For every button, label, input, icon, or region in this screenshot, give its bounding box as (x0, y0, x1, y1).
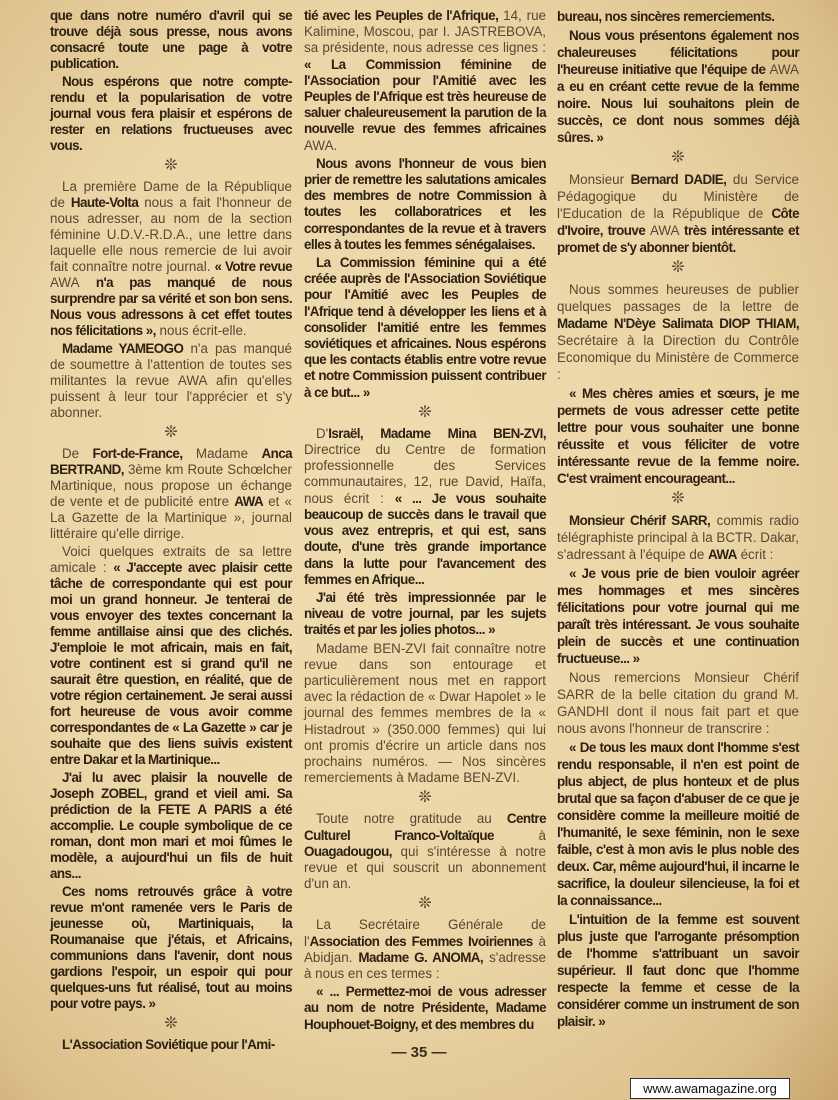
article-paragraph (557, 669, 799, 737)
text-run: Directrice du Centre de formation professionnelle des Services communautaires, 12, rue David, Haïfa, nous écrit : (304, 442, 546, 506)
bold-text-run: Monsieur Chérif SARR, (569, 513, 711, 528)
article-paragraph (557, 911, 799, 1030)
text-column-1 (50, 8, 292, 1055)
text-run: 3ème km Route Schœlcher Martinique, nous propose un échange de vente et de publicité entre (50, 462, 292, 509)
bold-text-run: Côte d'Ivoire, trouve (557, 206, 799, 238)
text-run: du Service Pédagogique du Ministère de l'Education de la République de (557, 172, 800, 221)
bold-text-run: Nous espérons que notre compte-rendu et la popularisation de votre journal vous fera plaisir et espérons de rester en relations fructueuses avec vous. (50, 74, 292, 153)
bold-text-run: Anca BERTRAND, (50, 446, 292, 477)
text-column-3 (557, 8, 799, 1032)
text-run: AWA (649, 223, 685, 238)
text-run: commis radio télégraphiste principal à la BCTR. Dakar, s'adressant à l'équipe de (557, 513, 800, 562)
article-paragraph (50, 544, 292, 768)
article-paragraph (304, 917, 546, 982)
bold-text-run: Association des Femmes Ivoiriennes (309, 933, 533, 949)
article-paragraph (304, 590, 546, 639)
article-paragraph (50, 884, 292, 1012)
bold-text-run: a eu en créant cette revue de la femme noire. Nous lui souhaitons plein de succès, ce dont nous sommes déjà sûres. » (557, 79, 799, 145)
bold-text-run: « De tous les maux dont l'homme s'est rendu responsable, il n'en est point de plus abject, de plus honteux et de plus brutal que sa façon d'abuser de ce que je considère comme la meilleure moitié de l'humanité, le sexe féminin, non le sexe faible, c'est à mon avis le plus noble des deux. Car, même aujourd'hui, il incarne le sacrifice, la douleur silencieuse, la foi et la connaissance... (557, 740, 799, 908)
bold-text-run: La Commission féminine qui a été créée auprès de l'Association Soviétique pour l'Amitié avec les Peuples de l'Afrique tend à développer les liens et à consolider l'amitié entre les femmes soviétiques et africaines. Nous espérons que les contacts établis entre votre revue et notre Commission puissent contribuer à ce but... » (304, 255, 546, 400)
text-run: Toute notre gratitude au (316, 811, 507, 827)
section-separator-asterism-icon: ❊ (671, 259, 685, 276)
text-column-2 (304, 8, 546, 1035)
text-run: AWA (50, 275, 80, 290)
bold-text-run: « ... Je vous souhaite beaucoup de succès dans le travail que vous avez entrepris, et qui est, sans doute, d'une très grande importance dans la lutte pour l'avancement des femmes en Afrique... (304, 490, 546, 587)
bold-text-run: Nous avons l'honneur de vous bien prier de remettre les salutations amicales des membres de notre Commission à toutes les collaboratrices et les correspondantes de la revue et à travers elles à toutes les femmes sénégalaises. (304, 155, 546, 252)
article-paragraph (50, 179, 292, 339)
article-paragraph (557, 27, 799, 146)
bold-text-run: Fort-de-France, (92, 446, 183, 461)
bold-text-run: AWA (708, 547, 737, 562)
bold-text-run: Bernard DADIE, (630, 172, 727, 187)
bold-text-run: n'a pas manqué de nous surprendre par sa vérité et son bon sens. Nous vous adressons à cet effet toutes nos félicitations », (50, 275, 292, 338)
article-paragraph (304, 426, 546, 588)
text-run: 14, rue Kalimine, Moscou, par I. JASTREBOVA, sa présidente, nous adresse ces lignes : (304, 8, 546, 56)
text-run: à Abidjan. (304, 933, 546, 965)
website-watermark: www.awamagazine.org (630, 1078, 790, 1099)
text-run: De (62, 446, 93, 461)
section-separator-asterism-icon: ❊ (418, 403, 432, 421)
bold-text-run: « J'accepte avec plaisir cette tâche de correspondante qui est pour moi un grand honneur. Je tenterai de vous envoyer des textes concernant la femme antillaise ainsi que des clichés. J'emploie le mot africain, mais en fait, votre continent est si grand qu'il ne saurait être question, en réalité, que de votre région certainement. Je serai aussi fort heureuse de vous avoir comme correspondantes de « La Gazette » car je souhaite que des liens suivis existent entre Dakar et la Martinique... (50, 560, 292, 767)
section-separator-asterism-icon: ❊ (164, 1015, 178, 1032)
bold-text-run: J'ai été très impressionnée par le niveau de votre journal, par les sujets traités et par les jolies photos... » (304, 589, 546, 638)
text-run: Nous remercions Monsieur Chérif SARR de la belle citation du grand M. GANDHI dont il nous fait part et que nous avons l'honneur de transcrire : (557, 670, 799, 736)
article-paragraph (557, 565, 799, 667)
bold-text-run: Ces noms retrouvés grâce à votre revue m'ont ramenée vers le Paris de jeunesse où, Martiniquais, la Roumanaise que j'étais, et Africains, communions dans l'avenir, dont nous gardions l'espoir, un espoir qui pour quelques-uns fut réalisé, tout au moins pour votre pays. » (50, 884, 292, 1011)
article-paragraph (50, 8, 292, 72)
bold-text-run: Haute-Volta (70, 195, 139, 210)
bold-text-run: Madame YAMEOGO (62, 341, 184, 356)
bold-text-run: L'Association Soviétique pour l'Ami- (62, 1037, 275, 1052)
article-paragraph (304, 641, 546, 787)
page-number: — 35 — (391, 1044, 447, 1061)
bold-text-run: Israël, Madame Mina BEN-ZVI, (328, 425, 546, 441)
bold-text-run: « Votre revue (214, 259, 292, 274)
bold-text-run: Centre Culturel Franco-Voltaïque (304, 811, 546, 843)
bold-text-run: AWA (234, 494, 264, 509)
bold-text-run: « Je vous prie de bien vouloir agréer mes hommages et mes sincères félicitations pour votre journal qui me paraît très intéressant. Je vous souhaite plein de succès et une continuation fructueuse... » (557, 566, 799, 666)
section-separator-asterism-icon: ❊ (418, 895, 432, 913)
text-run: et « La Gazette de la Martinique », journal littéraire qu'elle dirrige. (50, 494, 292, 541)
bold-text-run: que dans notre numéro d'avril qui se trouve déjà sous presse, nous avons consacré toute une page à votre publication. (50, 8, 292, 71)
text-run: nous écrit-elle. (155, 323, 247, 338)
section-separator-asterism-icon: ❊ (671, 149, 685, 166)
bold-text-run: Nous vous présentons également nos chaleureuses félicitations pour l'heureuse initiative que l'équipe de (557, 28, 799, 77)
bold-text-run: Madame G. ANOMA, (358, 949, 484, 965)
section-separator-asterism-icon: ❊ (671, 490, 685, 507)
bold-text-run: très intéressante et promet de s'y abonner bientôt. (557, 223, 799, 255)
article-paragraph (304, 156, 546, 253)
text-run: Madame BEN-ZVI fait connaître notre revue dans son entourage et particulièrement nous met en rapport avec la rédaction de « Dwar Hapolet » le journal des femmes membres de la « Histadrout » (350.000 femmes) qui lui ont promis d'écrire un article dans nos prochains numéros. — Nos sincères remerciements à Madame BEN-ZVI. (304, 640, 546, 786)
text-run: Monsieur (569, 172, 631, 187)
text-run: AWA (769, 62, 799, 77)
article-paragraph (557, 8, 799, 25)
bold-text-run: bureau, nos sincères remerciements. (557, 9, 775, 24)
bold-text-run: tié avec les Peuples de l'Afrique, (304, 8, 499, 23)
article-paragraph (50, 446, 292, 542)
article-paragraph (304, 811, 546, 892)
article-paragraph (50, 74, 292, 154)
article-paragraph (50, 1037, 292, 1053)
bold-text-run: J'ai lu avec plaisir la nouvelle de Joseph ZOBEL, grand et vieil ami. Sa prédiction de la FETE A PARIS a été accomplie. Le couple symbolique de ce roman, dont mon mari et moi fûmes le modèle, a aujourd'hui un fils de huit ans... (50, 770, 292, 881)
section-separator-asterism-icon: ❊ (164, 424, 178, 441)
bold-text-run: Ouagadougou, (304, 843, 392, 859)
text-run: s'adresse à nous en ces termes : (304, 949, 546, 981)
article-paragraph (304, 255, 546, 401)
text-run: Nous sommes heureuses de publier quelques passages de la lettre de (557, 282, 799, 314)
text-run: Voici quelques extraits de sa lettre amicale : (50, 544, 292, 575)
text-run: qui s'intéresse à notre revue et qui souscrit un abonnement d'un an. (304, 843, 546, 892)
bold-text-run: L'intuition de la femme est souvent plus juste que l'arrogante présomption de l'homme s'attribuant un savoir supérieur. Il faut donc que l'homme respecte la femme et cesse de la considérer comme un instrument de son plaisir. » (557, 912, 799, 1029)
article-paragraph (304, 984, 546, 1033)
bold-text-run: « La Commission féminine de l'Association pour l'Amitié avec les Peuples de l'Afrique est très heureuse de saluer chaleureusement la parution de la nouvelle revue des femmes africaines (304, 56, 546, 137)
article-paragraph (557, 512, 799, 563)
text-run: écrit : (736, 547, 774, 562)
article-paragraph (557, 281, 799, 383)
article-paragraph (557, 171, 799, 256)
text-run: D' (316, 425, 329, 441)
text-run: nous a fait l'honneur de nous adresser, au nom de la section féminine U.D.V.-R.D.A., une lettre dans laquelle elle nous remercie de lui avoir fait connaître notre journal. (50, 195, 292, 274)
article-paragraph (50, 770, 292, 882)
bold-text-run: « ... Permettez-moi de vous adresser au nom de notre Présidente, Madame Houphouet-Boigny, et des membres du (304, 984, 546, 1032)
text-run: La Secrétaire Générale de l' (304, 917, 546, 949)
text-run: La première Dame de la République de (50, 179, 292, 210)
bold-text-run: « Mes chères amies et sœurs, je me permets de vous adresser cette petite lettre pour vous souhaiter une bonne réussite et vous féliciter de votre intéressante revue de la femme noire. C'est vraiment encourageant... (557, 386, 799, 486)
bold-text-run: Madame N'Dèye Salimata DIOP THIAM, (557, 316, 799, 331)
section-separator-asterism-icon: ❊ (418, 789, 432, 807)
text-run: à (493, 827, 547, 843)
article-paragraph (557, 739, 799, 909)
article-paragraph (304, 8, 546, 154)
section-separator-asterism-icon: ❊ (164, 157, 178, 174)
text-run: n'a pas manqué de soumettre à l'attention de toutes ses militantes la revue AWA afin qu'elles puissent à leur tour l'apprécier et s'y abonner. (50, 341, 292, 420)
text-run: AWA. (304, 137, 338, 153)
text-run: Secrétaire à la Direction du Contrôle Economique du Ministère de Commerce : (557, 333, 799, 382)
article-paragraph (50, 341, 292, 421)
text-run: Madame (182, 446, 262, 461)
article-paragraph (557, 385, 799, 487)
